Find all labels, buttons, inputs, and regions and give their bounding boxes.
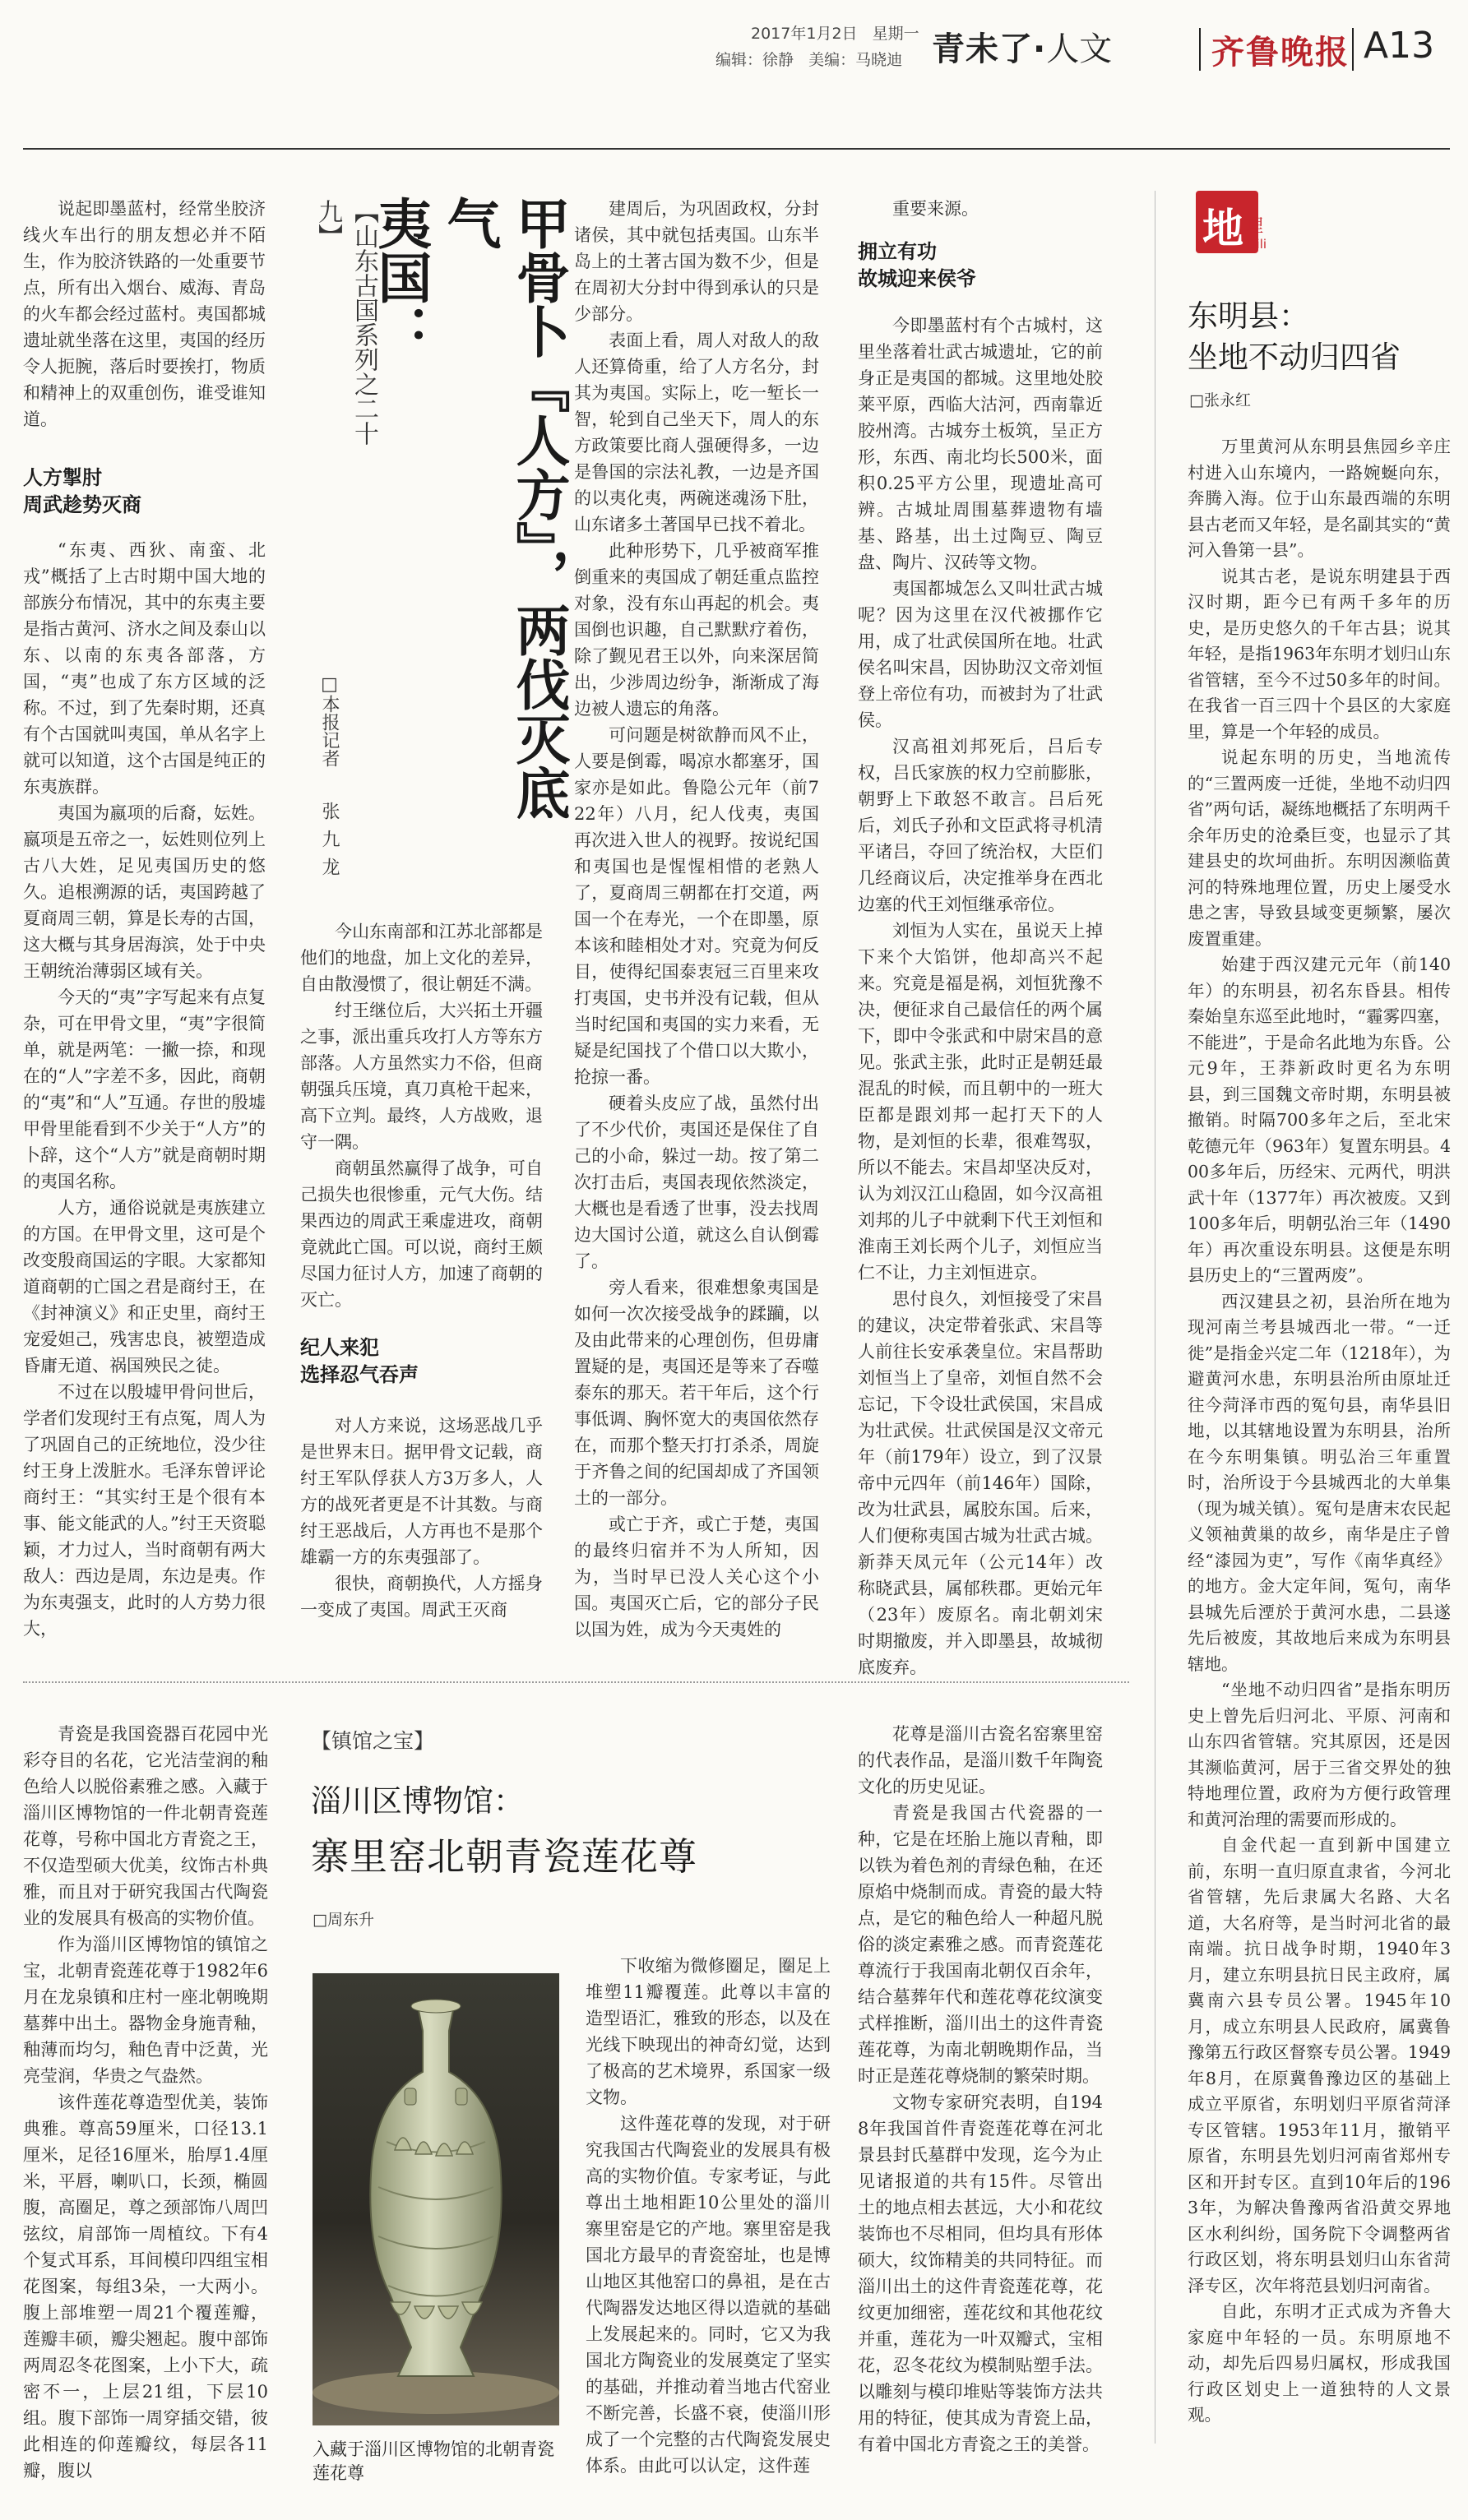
paragraph: 重要来源。 bbox=[892, 199, 979, 219]
paragraph: 商朝虽然赢得了战争，可自己损失也很惨重，元气大伤。结果西边的周武王乘虚进攻，商朝竟就此亡国。可以说，商纣王颇尽国力征讨人方，加速了商朝的灭亡。 bbox=[300, 1158, 543, 1310]
paragraph: 今山东南部和江苏北部都是他们的地盘，加上文化的差异，自由散漫惯了，很让朝廷不满。 bbox=[300, 922, 543, 994]
paragraph: 硬着头皮应了战，虽然付出了不少代价，夷国还是保住了自己的小命，躲过一劫。按了第二次打击后，夷国表现依然淡定，大概也是看透了世事，没去找周边大国讨公道，就这么自认倒霉了。 bbox=[574, 1094, 819, 1271]
header-rule bbox=[23, 148, 1450, 150]
paragraph: 思付良久，刘恒接受了宋昌的建议，决定带着张武、宋昌等人前往长安承袭皇位。宋昌帮助刘恒当上了皇帝，刘恒自然不会忘记，下令设壮武侯国，宋昌成为壮武侯。壮武侯国是汉文帝元年（前179年）设立，到了汉景帝中元四年（前146年）国除，改为壮武县，属胶东国。后来，人们便称夷国古城为壮武古城。新莽天凤元年（公元14年）改称晓武县，属郁秩郡。更始元年（23年）废原名。南北朝刘宋时期撤废，并入即墨县，故城彻底废弃。 bbox=[858, 1289, 1103, 1677]
museum-byline: □周东升 bbox=[313, 1911, 374, 1929]
geo-logo-en: Dili bbox=[1247, 237, 1267, 252]
paragraph: 对人方来说，这场恶战几乎是世界末日。据甲骨文记载，商纣王军队俘获人方3万多人，人方的战死者更是不计其数。与商纣王恶战后，人方再也不是那个雄霸一方的东夷强部了。 bbox=[300, 1416, 543, 1567]
vase-photo bbox=[313, 1973, 559, 2425]
paragraph: 这件莲花尊的发现，对于研究我国古代陶瓷业的发展具有极高的实物价值。专家考证，与此尊出土地相距10公里处的淄川寨里窑是它的产地。寨里窑是我国北方最早的青瓷窑址，也是博山地区其他窑口的鼻祖，是在古代陶器发达地区得以造就的基础上发展起来的。同时，它又为我国北方陶瓷业的发展奠定了坚实的基础，并推动着当地古代窑业不断完善，长盛不衰，使淄川形成了一个完整的古代陶瓷发展史体系。由此可以认定，这件莲 bbox=[586, 2114, 831, 2476]
paragraph: 下收缩为微修圈足，圈足上堆塑11瓣覆莲。此尊以丰富的造型语汇，雅致的形态，以及在光线下映现出的神奇幻觉，达到了极高的艺术境界，系国家一级文物。 bbox=[586, 1956, 831, 2107]
paragraph: 说其古老，是说东明建县于西汉时期，距今已有两千多年的历史，是历史悠久的千年古县；说其年轻，是指1963年东明才划归山东省管辖，至今不过50多年的时间。在我省一百三四十个县区的大家庭里，算是一个年轻的成员。 bbox=[1188, 566, 1451, 742]
paragraph: 该件莲花尊造型优美，装饰典雅。尊高59厘米，口径13.1厘米，足径16厘米，胎厚1.4厘米，平唇，喇叭口，长颈，椭圆腹，高圈足，尊之颈部饰八周凹弦纹，肩部饰一周植纹。下有4个复式耳系，耳间模印四组宝相花图案，每组3朵，一大两小。腹上部堆塑一周21个覆莲瓣，莲瓣丰硕，瓣尖翘起。腹中部饰两周忍冬花图案，上小下大，疏密不一，上层21组，下层10组。腹下部饰一周穿插交错，彼此相连的仰莲瓣纹，每层各11瓣，腹以 bbox=[23, 2092, 268, 2481]
section-title: 青未了·人文 bbox=[932, 30, 1113, 68]
header-date-line bbox=[751, 21, 919, 44]
lotus-vase-icon bbox=[313, 1973, 559, 2425]
header-date: 2017年1月2日 bbox=[751, 25, 858, 43]
geo-logo bbox=[1196, 191, 1275, 270]
subhead-2: 纪人来犯 选择忍气吞声 bbox=[300, 1336, 419, 1386]
paragraph: 青瓷是我国古代瓷器的一种，它是在坯胎上施以青釉，即以铁为着色剂的青绿色釉，在还原焰中烧制而成。青瓷的最大特点，是它的釉色给人一种超凡脱俗的淡定素雅之感。而青瓷莲花尊流行于我国南北朝仅百余年，结合墓葬年代和莲花尊花纹演变式样推断，淄川出土的这件青瓷莲花尊，为南北朝晚期作品，当时正是莲花尊烧制的繁荣时期。 bbox=[858, 1803, 1103, 2086]
paragraph: 汉高祖刘邦死后，吕后专权，吕氏家族的权力空前膨胀，朝野上下敢怒不敢言。吕后死后，刘氏子孙和文臣武将寻机清平诸吕，夺回了统治权，大臣们几经商议后，决定推举身在西北边塞的代王刘恒继承帝位。 bbox=[858, 737, 1103, 914]
paragraph: “东夷、西狄、南蛮、北戎”概括了上古时期中国大地的部族分布情况，其中的东夷主要是指古黄河、济水之间及泰山以东、以南的东夷各部落，方国，“夷”也成了东方区域的泛称。不过，到了先秦时期，还真有个古国就叫夷国，单从名字上就可以知道，这个古国是纯正的东夷族群。 bbox=[23, 540, 266, 797]
paragraph: 可问题是树欲静而风不止，人要是倒霉，喝凉水都塞牙，国家亦是如此。鲁隐公元年（前722年）八月，纪人伐夷，夷国再次进入世人的视野。按说纪国和夷国也是惺惺相惜的老熟人了，夏商周三朝都在打交道，两国一个在寿光，一个在即墨，原本该和睦相处才对。究竟为何反目，使得纪国泰衷冠三百里来攻打夷国，史书并没有记载，但从当时纪国和夷国的实力来看，无疑是纪国找了个借口以大欺小，抢掠一番。 bbox=[574, 725, 819, 1087]
paragraph: 今即墨蓝村有个古城村，这里坐落着壮武古城遗址，它的前身正是夷国的都城。这里地处胶莱平原，西临大沽河，西南靠近胶州湾。古城夯土板筑，呈正方形，东西、南北均长500米，面积0.25平方公里，现遗址高可辨。古城址周围墓葬遗物有墙基、路基，出土过陶豆、陶豆盘、陶片、汉砖等文物。 bbox=[858, 316, 1103, 572]
paragraph: 表面上看，周人对敌人的敌人还算倚重，给了人方名分，封其为夷国。实际上，吃一堑长一智，轮到自己坐天下，周人的东方政策要比商人强硬得多，一边是鲁国的宗法礼教，一边是齐国的以夷化夷，两碗迷魂汤下肚，山东诸多土著国早已找不着北。 bbox=[574, 331, 819, 534]
paragraph: 自此，东明才正式成为齐鲁大家庭中年轻的一员。东明原地不动，却先后四易归属权，形成我国行政区划史上一道独特的人文景观。 bbox=[1188, 2301, 1451, 2425]
main-col1-intro bbox=[23, 196, 266, 432]
main-col4-body bbox=[858, 312, 1103, 1681]
museum-col2 bbox=[586, 1953, 831, 2479]
paragraph: 说起东明的历史，当地流传的“三置两废一迁徙，坐地不动归四省”两句话，凝练地概括了东明两千余年历史的沧桑巨变，也显示了其建县史的坎坷曲折。东明因濒临黄河的特殊地理位置，历史上屡受水患之害，导致县域变更频繁，屡次废置重建。 bbox=[1188, 747, 1451, 949]
byline-name: 张九龙 bbox=[319, 802, 340, 885]
main-title-line2: 夷国： bbox=[368, 196, 432, 358]
series-label: 【山东古国系列之二十九】 bbox=[313, 199, 378, 446]
header-divider bbox=[1352, 28, 1354, 71]
subhead-1: 人方掣肘 周武趁势灭商 bbox=[23, 466, 141, 516]
paragraph: 始建于西汉建元元年（前140年）的东明县，初名东昏县。相传秦始皇东巡至此地时，“霾雾四塞，不能进”，于是命名此地为东昏。公元9年，王莽新政时更名为东明县，到三国魏文帝时期，东明县被撤销。时隔700多年之后，至北宋乾德元年（963年）复置东明县。400多年后，历经宋、元两代，明洪武十年（1377年）再次被废。又到100多年后，明朝弘治三年（1490年）再次重设东明县。这便是东明县历史上的“三置两废”。 bbox=[1188, 955, 1451, 1285]
section-main: 青未了 bbox=[932, 30, 1033, 68]
paragraph: 纣王继位后，大兴拓土开疆之事，派出重兵攻打人方等东方部落。人方虽然实力不俗，但商朝强兵压境，真刀真枪干起来，高下立判。最终，人方战败，退守一隅。 bbox=[300, 1001, 543, 1152]
paragraph: 自金代起一直到新中国建立前，东明一直归原直隶省，今河北省管辖，先后隶属大名路、大名道，大名府等，是当时河北省的最南端。抗日战争时期，1940年3月，建立东明县抗日民主政府，属冀南六县专员公署。1945年10月，成立东明县人民政府，属冀鲁豫第五行政区督察专员公署。1949年8月，在原冀鲁豫边区的基础上成立平原省，东明划归平原省菏泽专区管辖。1953年11月，撤销平原省，东明县先划归河南省郑州专区和开封专区。直到10年后的1963年，为解决鲁豫两省沿黄交界地区水利纠纷，国务院下令调整两省行政区划，将东明县划归山东省菏泽专区，次年将范县划归河南省。 bbox=[1188, 1835, 1451, 2296]
header-designer: 美编：马晓迪 bbox=[808, 51, 903, 69]
paragraph: 西汉建县之初，县治所在地为现河南兰考县城西北一带。“一迁徙”是指金兴定二年（1218年），为避黄河水患，东明县治所由原址迁往今菏泽市西的冤句县，南华县旧地，以其辖地设置为东明县，治所在今东明集镇。明弘治三年重置时，治所设于今县城西北的大单集（现为城关镇）。冤句是唐末农民起义领袖黄巢的故乡，南华是庄子曾经“漆园为吏”，写作《南华真经》的地方。金大定年间，冤句，南华县城先后湮於于黄河水患，二县遂先后被废，其故地后来成为东明县辖地。 bbox=[1188, 1291, 1451, 1674]
museum-title-line2: 寨里窑北朝青瓷莲花尊 bbox=[311, 1834, 697, 1879]
museum-col3 bbox=[858, 1721, 1103, 2458]
paragraph: 不过在以殷墟甲骨问世后，学者们发现纣王有点冤，周人为了巩固自己的正统地位，没少往纣王身上泼脏水。毛泽东曾评论商纣王：“其实纣王是个很有本事、能文能武的人。”纣王天资聪颖，才力过人，当时商朝有两大敌人：西边是周，东边是夷。作为东夷强支，此时的人方势力很大， bbox=[23, 1382, 266, 1639]
paragraph: 人方，通俗说就是夷族建立的方国。在甲骨文里，这可是个改变殷商国运的字眼。大家都知道商朝的亡国之君是商纣王，在《封神演义》和正史里，商纣王宠爱妲己，残害忠良，被塑造成昏庸无道、祸国殃民之徒。 bbox=[23, 1198, 266, 1376]
main-title-line1: 甲骨卜『人方』，两伐灭底气 bbox=[438, 196, 570, 820]
paragraph: 或亡于齐，或亡于楚，夷国的最终归宿并不为人所知，因为，当时早已没人关心这个小国。夷国灭亡后，它的部分子民以国为姓，成为今天夷姓的 bbox=[574, 1514, 819, 1639]
geo-logo-char2: 理 bbox=[1245, 216, 1264, 237]
subhead-3: 拥立有功 故城迎来侯爷 bbox=[858, 240, 976, 290]
paragraph: 作为淄川区博物馆的镇馆之宝，北朝青瓷莲花尊于1982年6月在龙泉镇和庄村一座北朝晚期墓葬中出土。器物金身施青釉，釉薄而均匀，釉色青中泛黄，光亮莹润，华贵之气盎然。 bbox=[23, 1935, 268, 2086]
section-sub: 人文 bbox=[1046, 30, 1113, 68]
museum-tag: 【镇馆之宝】 bbox=[311, 1729, 435, 1753]
vase-caption: 入藏于淄川区博物馆的北朝青瓷莲花尊 bbox=[313, 2439, 554, 2483]
header-staff-line bbox=[715, 48, 902, 70]
byline-label: □本报记者 bbox=[319, 674, 340, 767]
header-weekday: 星期一 bbox=[872, 25, 919, 43]
paper-logo: 齐鲁晚报 bbox=[1211, 33, 1350, 72]
paragraph: 很快，商朝换代，人方摇身一变成了夷国。周武王灭商 bbox=[300, 1574, 543, 1620]
paragraph: 此种形势下，几乎被商军推倒重来的夷国成了朝廷重点监控对象，没有东山再起的机会。夷国倒也识趣，自己默默疗着伤，除了觐见君王以外，向来深居简出，少涉周边纷争，渐渐成了海边被人遗忘的角落。 bbox=[574, 541, 819, 719]
main-col1-body bbox=[23, 537, 266, 1642]
paragraph: 今天的“夷”字写起来有点复杂，可在甲骨文里，“夷”字很简单，就是两笔：一撇一捺，和现在的“人”字差不多，因此，商朝的“夷”和“人”互通。存世的殷墟甲骨里能看到不少关于“人方”的卜辞，这个“人方”就是商朝时期的夷国名称。 bbox=[23, 987, 266, 1191]
main-col3-body bbox=[574, 196, 819, 1643]
section-separator bbox=[23, 1681, 1129, 1683]
page-number: A13 bbox=[1364, 25, 1435, 67]
museum-col1 bbox=[23, 1721, 268, 2484]
header-editor: 编辑：徐静 bbox=[715, 51, 794, 69]
paragraph: 万里黄河从东明县焦园乡辛庄村进入山东境内，一路婉蜒向东，奔腾入海。位于山东最西端的东明县古老而又年轻，是名副其实的“黄河入鲁第一县”。 bbox=[1188, 437, 1451, 560]
geo-logo-char: 地 bbox=[1202, 204, 1243, 252]
paragraph: 文物专家研究表明，自1948年我国首件青瓷莲花尊在河北景县封氏墓群中发现，迄今为止见诸报道的共有15件。尽管出土的地点相去甚远，大小和花纹装饰也不尽相同，但均具有形体硕大，纹饰精美的共同特征。而淄川出土的这件青瓷莲花尊，花纹更加细密，莲花纹和其他花纹并重，莲花为一叶双瓣式，宝相花，忍冬花纹为模制贴塑手法。以雕刻与模印堆贴等装饰方法共用的特征，使其成为青瓷上品，有着中国北方青瓷之王的美誉。 bbox=[858, 2092, 1103, 2454]
paragraph: 建周后，为巩固政权，分封诸侯，其中就包括夷国。山东半岛上的土著古国为数不少，但是在周初大分封中得到承认的只是少部分。 bbox=[574, 199, 819, 324]
main-col4-top bbox=[858, 196, 1103, 222]
geo-byline: □张永红 bbox=[1189, 391, 1251, 409]
museum-title-line1: 淄川区博物馆： bbox=[311, 1783, 524, 1819]
main-col2-body bbox=[300, 918, 543, 1313]
paragraph: 花尊是淄川古瓷名窑寨里窑的代表作品，是淄川数千年陶瓷文化的历史见证。 bbox=[858, 1724, 1103, 1796]
paragraph: “坐地不动归四省”是指东明历史上曾先后归河北、平原、河南和山东四省管辖。究其原因，还是因其濒临黄河，居于三省交界处的独特地理位置，政府为方便行政管理和黄河治理的需要而形成的。 bbox=[1188, 1680, 1451, 1829]
paragraph: 夷国都城怎么又叫壮武古城呢？因为这里在汉代被挪作它用，成了壮武侯国所在地。壮武侯名叫宋昌，因协助汉文帝刘恒登上帝位有功，而被封为了壮武侯。 bbox=[858, 579, 1103, 730]
header-divider bbox=[1199, 28, 1201, 71]
paragraph: 夷国为嬴项的后裔，妘姓。嬴项是五帝之一，妘姓则位列上古八大姓，足见夷国历史的悠久。追根溯源的话，夷国跨越了夏商周三朝，算是长寿的古国，这大概与其身居海滨，处于中央王朝统治薄弱区域有关。 bbox=[23, 803, 266, 981]
paragraph: 旁人看来，很难想象夷国是如何一次次接受战争的蹂躏，以及由此带来的心理创伤，但毋庸置疑的是，夷国还是等来了吞噬泰东的那天。若干年后，这个行事低调、胸怀宽大的夷国依然存在，而那个整天打打杀杀，周旋于齐鲁之间的纪国却成了齐国领土的一部分。 bbox=[574, 1278, 819, 1508]
paragraph: 青瓷是我国瓷器百花园中光彩夺目的名花，它光洁莹润的釉色给人以脱俗素雅之感。入藏于淄川区博物馆的一件北朝青瓷莲花尊，号称中国北方青瓷之王，不仅造型硕大优美，纹饰古朴典雅，而且对于研究我国古代陶瓷业的发展具有极高的实物价值。 bbox=[23, 1724, 268, 1928]
geo-body bbox=[1188, 434, 1451, 2429]
paragraph: 说起即墨蓝村，经常坐胶济线火车出行的朋友想必并不陌生，作为胶济铁路的一处重要节点，所有出入烟台、威海、青岛的火车都会经过蓝村。夷国都城遗址就坐落在这里，夷国的经历令人扼腕，落后时要挨打，物质和精神上的双重创伤，谁受谁知道。 bbox=[23, 199, 266, 429]
geo-title: 东明县： 坐地不动归四省 bbox=[1188, 298, 1401, 375]
main-col2b-body bbox=[300, 1413, 543, 1623]
paragraph: 刘恒为人实在，虽说天上掉下来个大馅饼，他却高兴不起来。究竟是福是祸，刘恒犹豫不决，便征求自己最信任的两个属下，即中令张武和中尉宋昌的意见。张武主张，此时正是朝廷最混乱的时候，而且朝中的一班大臣都是跟刘邦一起打天下的人物，是刘恒的长辈，很难驾驭，所以不能去。宋昌却坚决反对，认为刘汉江山稳固，如今汉高祖刘邦的儿子中就剩下代王刘恒和淮南王刘长两个儿子，刘恒应当仁不让，力主刘恒进京。 bbox=[858, 921, 1103, 1283]
